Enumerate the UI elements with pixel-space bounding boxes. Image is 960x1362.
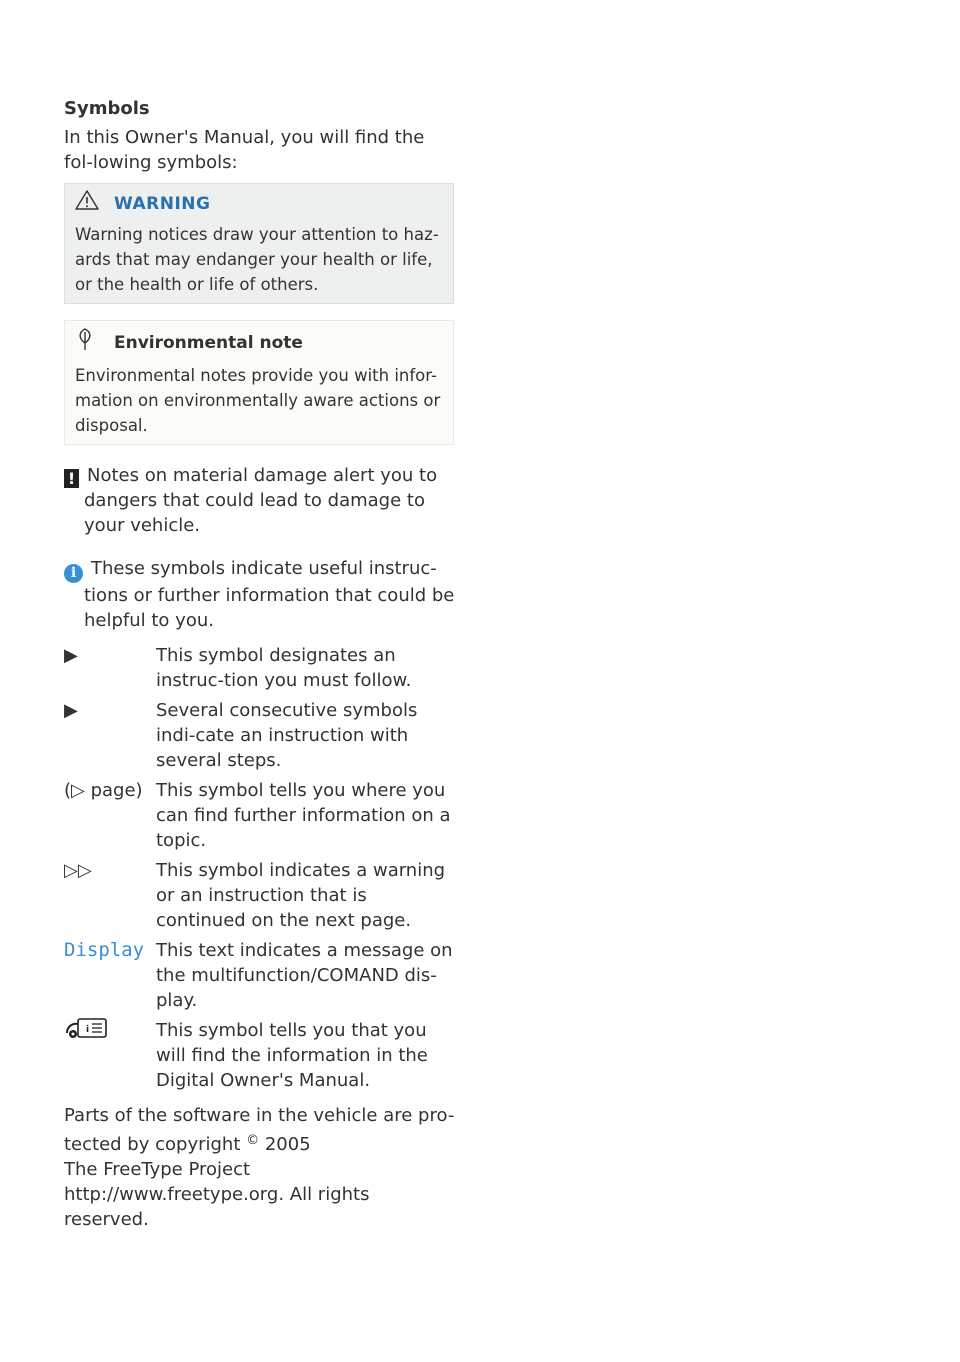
legend-row	[64, 938, 456, 1013]
legend-row	[64, 778, 456, 853]
copyright-notice	[64, 1103, 456, 1232]
instruction-arrow-icon: ▶	[64, 645, 78, 666]
page-reference-symbol: (▷ page)	[64, 780, 143, 801]
material-damage-note	[64, 463, 456, 538]
copyright-line-2: The FreeType Project	[64, 1159, 251, 1180]
copyright-symbol: ©	[246, 1133, 260, 1148]
continued-arrows-icon: ▷▷	[64, 860, 92, 881]
legend-row	[64, 1018, 456, 1093]
legend-description: Several consecutive symbols indi-cate an instruction with several steps.	[156, 700, 418, 771]
legend-row	[64, 858, 456, 933]
warning-triangle-icon	[75, 190, 105, 218]
environmental-title: Environmental note	[114, 332, 303, 353]
warning-title: WARNING	[114, 193, 211, 214]
legend-description: This symbol tells you where you can find further information on a topic.	[156, 780, 451, 851]
symbols-section	[64, 96, 456, 1232]
legend-description: This symbol indicates a warning or an instruction that is continued on the next page.	[156, 860, 446, 931]
section-heading: Symbols	[64, 98, 150, 119]
environmental-note-box	[64, 320, 454, 445]
legend-row	[64, 643, 456, 693]
warning-title-row	[75, 190, 443, 218]
environmental-text: Environmental notes provide you with infor-mation on environmentally aware actions or disposal.	[75, 366, 441, 435]
consecutive-arrow-icon: ▶	[64, 700, 78, 721]
info-icon: i	[64, 564, 83, 583]
legend-row	[64, 698, 456, 773]
symbol-legend	[64, 643, 456, 1093]
legend-description: This text indicates a message on the multifunction/COMAND dis-play.	[156, 940, 453, 1011]
exclamation-icon: !	[64, 469, 79, 488]
display-text-sample: Display	[64, 939, 145, 961]
legend-description: This symbol designates an instruc-tion you must follow.	[156, 645, 412, 691]
copyright-line-3: http://www.freetype.org. All rights reserved.	[64, 1184, 370, 1230]
copyright-year: 2005	[264, 1134, 311, 1155]
warning-box	[64, 183, 454, 304]
legend-description: This symbol tells you that you will find the information in the Digital Owner's Manual.	[156, 1020, 428, 1091]
digital-manual-icon	[64, 1018, 156, 1093]
svg-text:i: i	[86, 1025, 90, 1035]
info-note	[64, 556, 456, 633]
leaf-icon	[75, 327, 105, 359]
intro-text: In this Owner's Manual, you will find the fol-lowing symbols:	[64, 127, 425, 173]
material-damage-text: Notes on material damage alert you to dangers that could lead to damage to your vehicle.	[84, 465, 438, 536]
environmental-title-row	[75, 327, 443, 359]
warning-text: Warning notices draw your attention to haz-ards that may endanger your health or life, or the health or life of others.	[75, 225, 439, 294]
info-text: These symbols indicate useful instruc-tions or further information that could be helpful to you.	[84, 558, 455, 631]
copyright-line-1	[64, 1103, 456, 1157]
copyright-text: Parts of the software in the vehicle are pro-tected by copyright	[64, 1105, 455, 1155]
